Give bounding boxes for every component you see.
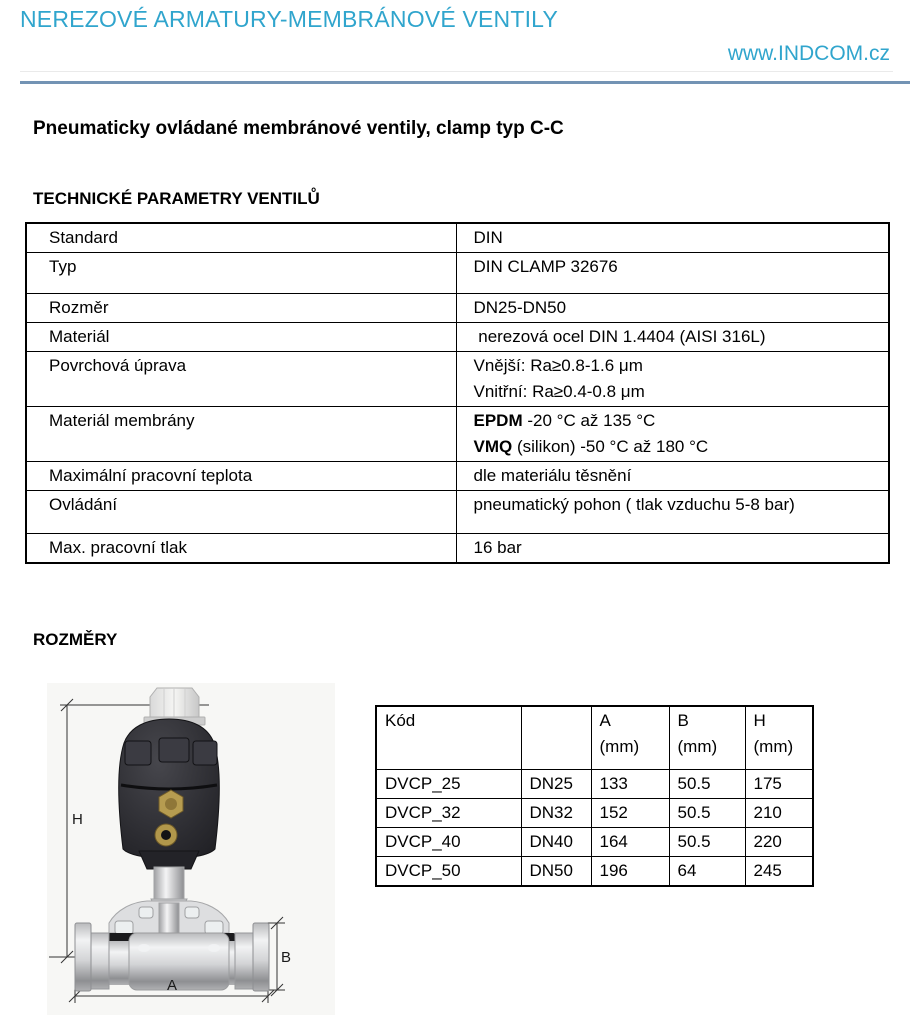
param-value: dle materiálu těsnění — [456, 462, 889, 491]
param-label: Maximální pracovní teplota — [26, 462, 456, 491]
param-label: Povrchová úprava — [26, 352, 456, 407]
param-label: Rozměr — [26, 294, 456, 323]
dim-table-cell: 220 — [745, 828, 813, 857]
dim-header-line2: (mm) — [753, 737, 794, 756]
dim-label-a: A — [167, 977, 178, 994]
param-label: Materiál — [26, 323, 456, 352]
dim-table-cell: 133 — [591, 770, 669, 799]
tech-param-row — [26, 253, 889, 294]
dim-table-row — [376, 799, 813, 828]
tech-param-row — [26, 491, 889, 534]
dim-table-cell: 245 — [745, 857, 813, 887]
dim-table-cell: 196 — [591, 857, 669, 887]
tech-param-row — [26, 462, 889, 491]
dim-header-line2: (mm) — [677, 737, 718, 756]
param-value: Vnější: Ra≥0.8-1.6 μm Vnitřní: Ra≥0.4-0.8 μm — [456, 352, 889, 407]
dim-table-cell: 50.5 — [669, 799, 745, 828]
dim-table-cell: DN40 — [521, 828, 591, 857]
param-value: 16 bar — [456, 534, 889, 564]
dim-table-cell: 50.5 — [669, 828, 745, 857]
dimensions-table — [375, 705, 814, 887]
param-label: Materiál membrány — [26, 407, 456, 462]
tech-params-table-body — [26, 223, 889, 563]
dim-table-cell: 152 — [591, 799, 669, 828]
tech-params-table — [25, 222, 890, 564]
dim-table-cell: 210 — [745, 799, 813, 828]
dim-table-cell: DVCP_40 — [376, 828, 521, 857]
tech-param-row — [26, 534, 889, 564]
clamp-ferrule-left — [75, 923, 91, 991]
dim-header-line2: (mm) — [599, 737, 640, 756]
dim-table-cell: DN32 — [521, 799, 591, 828]
dim-table-cell: 164 — [591, 828, 669, 857]
param-value: nerezová ocel DIN 1.4404 (AISI 316L) — [456, 323, 889, 352]
tech-param-row — [26, 294, 889, 323]
dim-table-cell: 175 — [745, 770, 813, 799]
dim-column-header — [591, 706, 669, 770]
dim-table-cell: DVCP_25 — [376, 770, 521, 799]
dim-header-line1: H — [753, 711, 766, 730]
param-value: EPDM -20 °C až 135 °C VMQ (silikon) -50 °C až 180 °C — [456, 407, 889, 462]
dim-table-cell: DN25 — [521, 770, 591, 799]
param-label: Typ — [26, 253, 456, 294]
dim-table-cell: DVCP_50 — [376, 857, 521, 887]
clamp-ferrule-right — [253, 923, 269, 991]
dim-column-header — [745, 706, 813, 770]
dimensions-table-head — [376, 706, 813, 770]
page-title: NEREZOVÉ ARMATURY-MEMBRÁNOVÉ VENTILY — [20, 6, 559, 32]
param-value: DIN CLAMP 32676 — [456, 253, 889, 294]
param-value: DN25-DN50 — [456, 294, 889, 323]
dim-table-row — [376, 828, 813, 857]
header-rule — [20, 81, 910, 84]
dim-label-h: H — [72, 811, 83, 828]
valve-photo — [47, 683, 335, 1015]
dim-header-line1: B — [677, 711, 689, 730]
dim-table-row — [376, 857, 813, 887]
dimensions-heading: ROZMĚRY — [33, 630, 118, 649]
document-title: Pneumaticky ovládané membránové ventily, clamp typ C-C — [33, 118, 564, 139]
param-label: Ovládání — [26, 491, 456, 534]
dimensions-table-body — [376, 770, 813, 887]
tech-param-row — [26, 352, 889, 407]
dim-header-row — [376, 706, 813, 770]
dim-table-cell: DVCP_32 — [376, 799, 521, 828]
tech-param-row — [26, 223, 889, 253]
header-hairline — [20, 71, 893, 72]
dim-table-row — [376, 770, 813, 799]
param-label: Max. pracovní tlak — [26, 534, 456, 564]
dim-table-cell: 64 — [669, 857, 745, 887]
dim-column-header — [376, 706, 521, 770]
dim-header-line1: Kód — [385, 711, 416, 730]
dim-label-b: B — [281, 949, 292, 966]
dim-table-cell: 50.5 — [669, 770, 745, 799]
dim-column-header — [521, 706, 591, 770]
tech-param-row — [26, 323, 889, 352]
dim-column-header — [669, 706, 745, 770]
pneumatic-actuator — [119, 719, 220, 869]
tech-params-heading: TECHNICKÉ PARAMETRY VENTILŮ — [33, 189, 320, 208]
param-label: Standard — [26, 223, 456, 253]
param-value: DIN — [456, 223, 889, 253]
website-link[interactable]: www.INDCOM.cz — [727, 42, 890, 65]
dim-header-line1: A — [599, 711, 611, 730]
dim-table-cell: DN50 — [521, 857, 591, 887]
tech-param-row — [26, 407, 889, 462]
param-value: pneumatický pohon ( tlak vzduchu 5-8 bar) — [456, 491, 889, 534]
